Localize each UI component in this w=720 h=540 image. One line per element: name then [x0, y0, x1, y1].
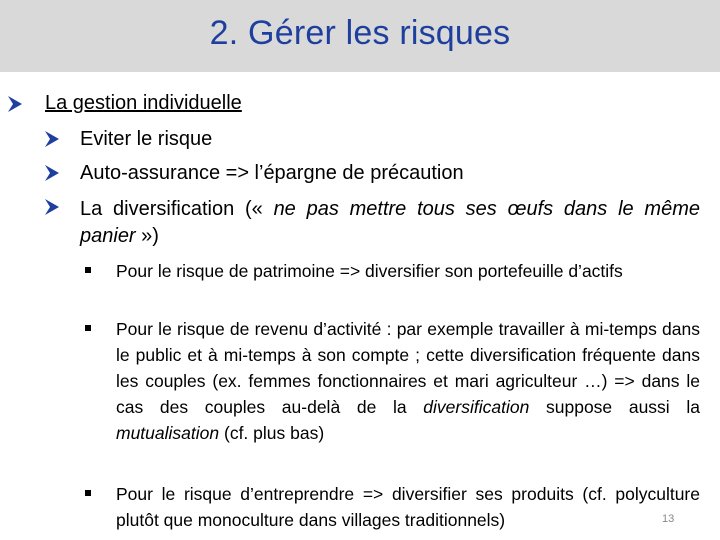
bullet-level3-label [116, 316, 700, 446]
bullet-level1-label: La gestion individuelle [45, 92, 242, 114]
diversification-text: La diversification (« [80, 198, 274, 220]
bullet-level2-label: Auto-assurance => l’épargne de précaution [80, 162, 464, 184]
arrow-bullet-icon [45, 165, 59, 181]
italic-run: diversification [423, 397, 530, 417]
slide-number: 13 [662, 513, 675, 525]
bullet-level3-label: Pour le risque d’entreprendre => diversifier ses produits (cf. polyculture plutôt que monoculture dans villages traditionnels) [116, 484, 700, 530]
bullet-level3-label: Pour le risque de patrimoine => diversifier son portefeuille d’actifs [116, 261, 623, 281]
arrow-bullet-icon [45, 131, 59, 147]
slide-title: 2. Gérer les risques [209, 14, 511, 52]
bullet-level2-label [80, 196, 700, 250]
square-bullet-icon [85, 325, 91, 331]
arrow-bullet-icon [45, 199, 59, 215]
bullet-level2-label: Eviter le risque [80, 128, 213, 150]
arrow-bullet-icon [8, 96, 22, 112]
diversification-quote: ne pas mettre tous ses œufs dans le même panier [80, 198, 701, 247]
title-bar [0, 0, 720, 72]
italic-run: mutualisation [116, 423, 220, 443]
text-run: (cf. plus bas) [219, 423, 325, 443]
text-run: Pour le risque de revenu d’activité : par exemple travailler à mi-temps dans le public et à mi-temps à son compte ; cette diversification fréquente dans les couples (ex. femmes fonctionnaires et mari agriculteur …) => dans le cas des couples au-delà de la [116, 319, 700, 417]
square-bullet-icon [85, 490, 91, 496]
diversification-text-end: ») [135, 225, 159, 247]
text-run: suppose aussi la [529, 397, 700, 417]
square-bullet-icon [85, 267, 91, 273]
